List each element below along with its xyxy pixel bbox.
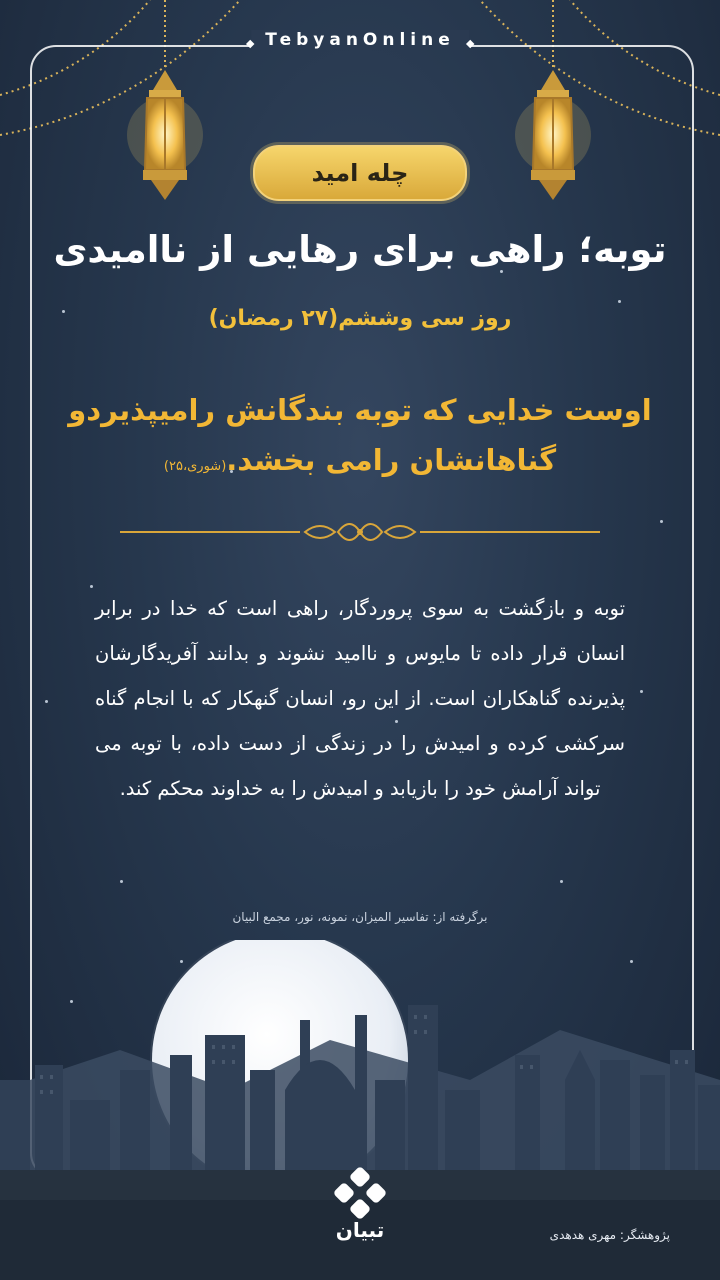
verse-reference: (شوری،۲۵)	[163, 459, 227, 474]
verse-line-2-text: گناهانشان رامی بخشد.	[226, 443, 557, 477]
quran-verse	[60, 385, 660, 492]
lantern-icon	[513, 60, 593, 210]
source-citation: برگرفته از: تفاسیر المیزان، نمونه، نور، مجمع البیان	[232, 910, 488, 924]
ornament-divider-icon	[120, 512, 600, 552]
day-subtitle: روز سی وششم(۲۷ رمضان)	[208, 306, 512, 331]
body-paragraph: توبه و بازگشت به سوی پروردگار، راهی است که خدا در برابر انسان قرار داده تا مایوس و ناامید نشوند و بدانند آفریدگارشان پذیرنده گناهکاران است. از این رو، انسان گنهکار که با انجام گناه سرکشی کرده و امیدش را در زندگی از دست داده، با توبه می تواند آرامش خود را بازیابد و امیدش را به خداوند محکم کند.	[95, 597, 625, 800]
verse-line-2	[60, 435, 660, 492]
brand-label: TebyanOnline	[251, 30, 469, 50]
verse-line-1: اوست خدایی که توبه بندگانش رامیپذیردو	[68, 393, 652, 427]
page-title: توبه؛ راهی برای رهایی از ناامیدی	[53, 228, 667, 271]
researcher-credit: پژوهشگر: مهری هدهدی	[549, 1228, 670, 1242]
logo-text: تبیان	[335, 1218, 385, 1242]
series-badge: چله امید	[253, 145, 467, 201]
lantern-icon	[125, 60, 205, 210]
